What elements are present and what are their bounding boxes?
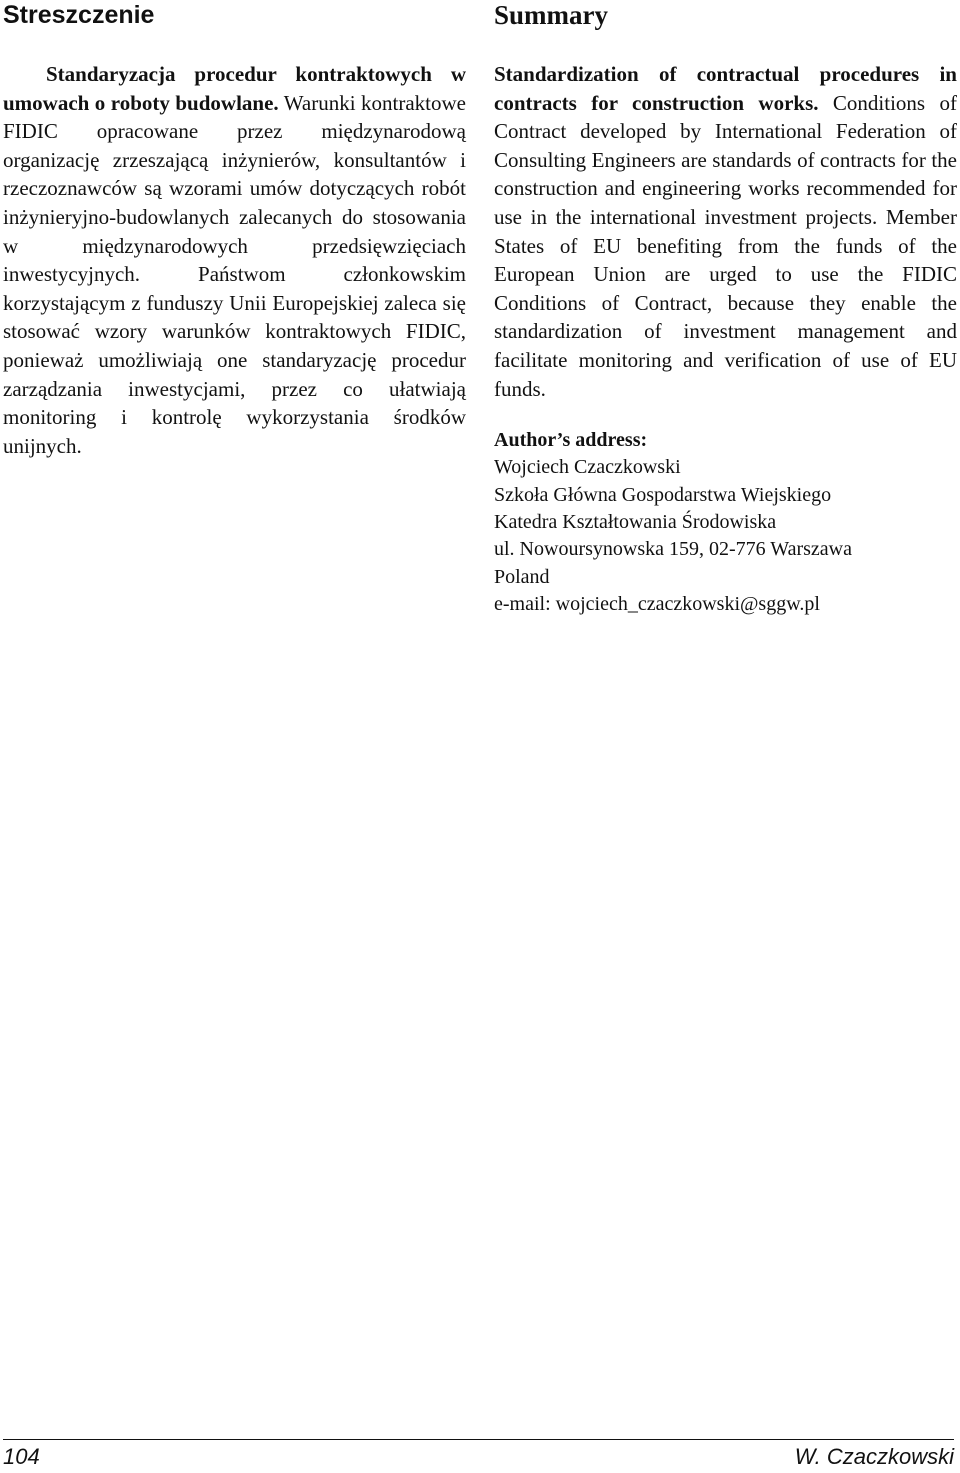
abstract-column-polish bbox=[3, 0, 466, 481]
address-street: ul. Nowoursynowska 159, 02-776 Warszawa bbox=[494, 538, 852, 561]
abstract-polish bbox=[3, 60, 466, 460]
section-heading-streszczenie: Streszczenie bbox=[3, 1, 155, 29]
abstract-english bbox=[494, 60, 957, 403]
abstract-column-english bbox=[494, 0, 957, 618]
address-institution: Szkoła Główna Gospodarstwa Wiejskiego bbox=[494, 483, 832, 506]
address-country: Poland bbox=[494, 565, 550, 588]
section-heading-summary: Summary bbox=[494, 0, 608, 30]
address-email[interactable]: e-mail: wojciech_czaczkowski@sggw.pl bbox=[494, 592, 820, 615]
address-name: Wojciech Czaczkowski bbox=[494, 456, 681, 479]
abstract-body-english: Conditions of Contract developed by International Federation of Consulting Engineers are standards of contracts for the construction and engineering works recommended for use in the international investment projects. Member States of EU benefiting from the funds of the European Union are urged to use the FIDIC Conditions of Contract, because they enable the standardization of investment management and facilitate monitoring and verification of use of EU funds. bbox=[494, 90, 957, 401]
abstract-title-english: Standardization of contractual procedures in contracts for construction works. bbox=[494, 62, 957, 115]
running-author: W. Czaczkowski bbox=[794, 1444, 954, 1469]
page-number: 104 bbox=[3, 1444, 40, 1469]
abstract-title-polish: Standaryzacja procedur kontraktowych w umowach o roboty budowlane. bbox=[3, 62, 466, 115]
abstract-body-polish: Warunki kontraktowe FIDIC opracowane przez międzynarodową organizację zrzeszającą inżynierów, konsultantów i rzeczoznawców są wzorami umów dotyczących robót inżynieryjno-budowlanych zalecanych do stosowania w międzynarodowych przedsięwzięciach inwestycyjnych. Państwom członkowskim korzystającym z funduszy Unii Europejskiej zaleca się stosować wzory warunków kontraktowych FIDIC, ponieważ umożliwiają one standaryzację procedur zarządzania inwestycjami, przez co ułatwiają monitoring i kontrolę wykorzystania środków unijnych. bbox=[3, 90, 466, 458]
address-department: Katedra Kształtowania Środowiska bbox=[494, 511, 777, 534]
author-address bbox=[494, 427, 957, 618]
author-address-label: Author’s address: bbox=[494, 429, 648, 452]
page-footer bbox=[3, 1439, 954, 1473]
